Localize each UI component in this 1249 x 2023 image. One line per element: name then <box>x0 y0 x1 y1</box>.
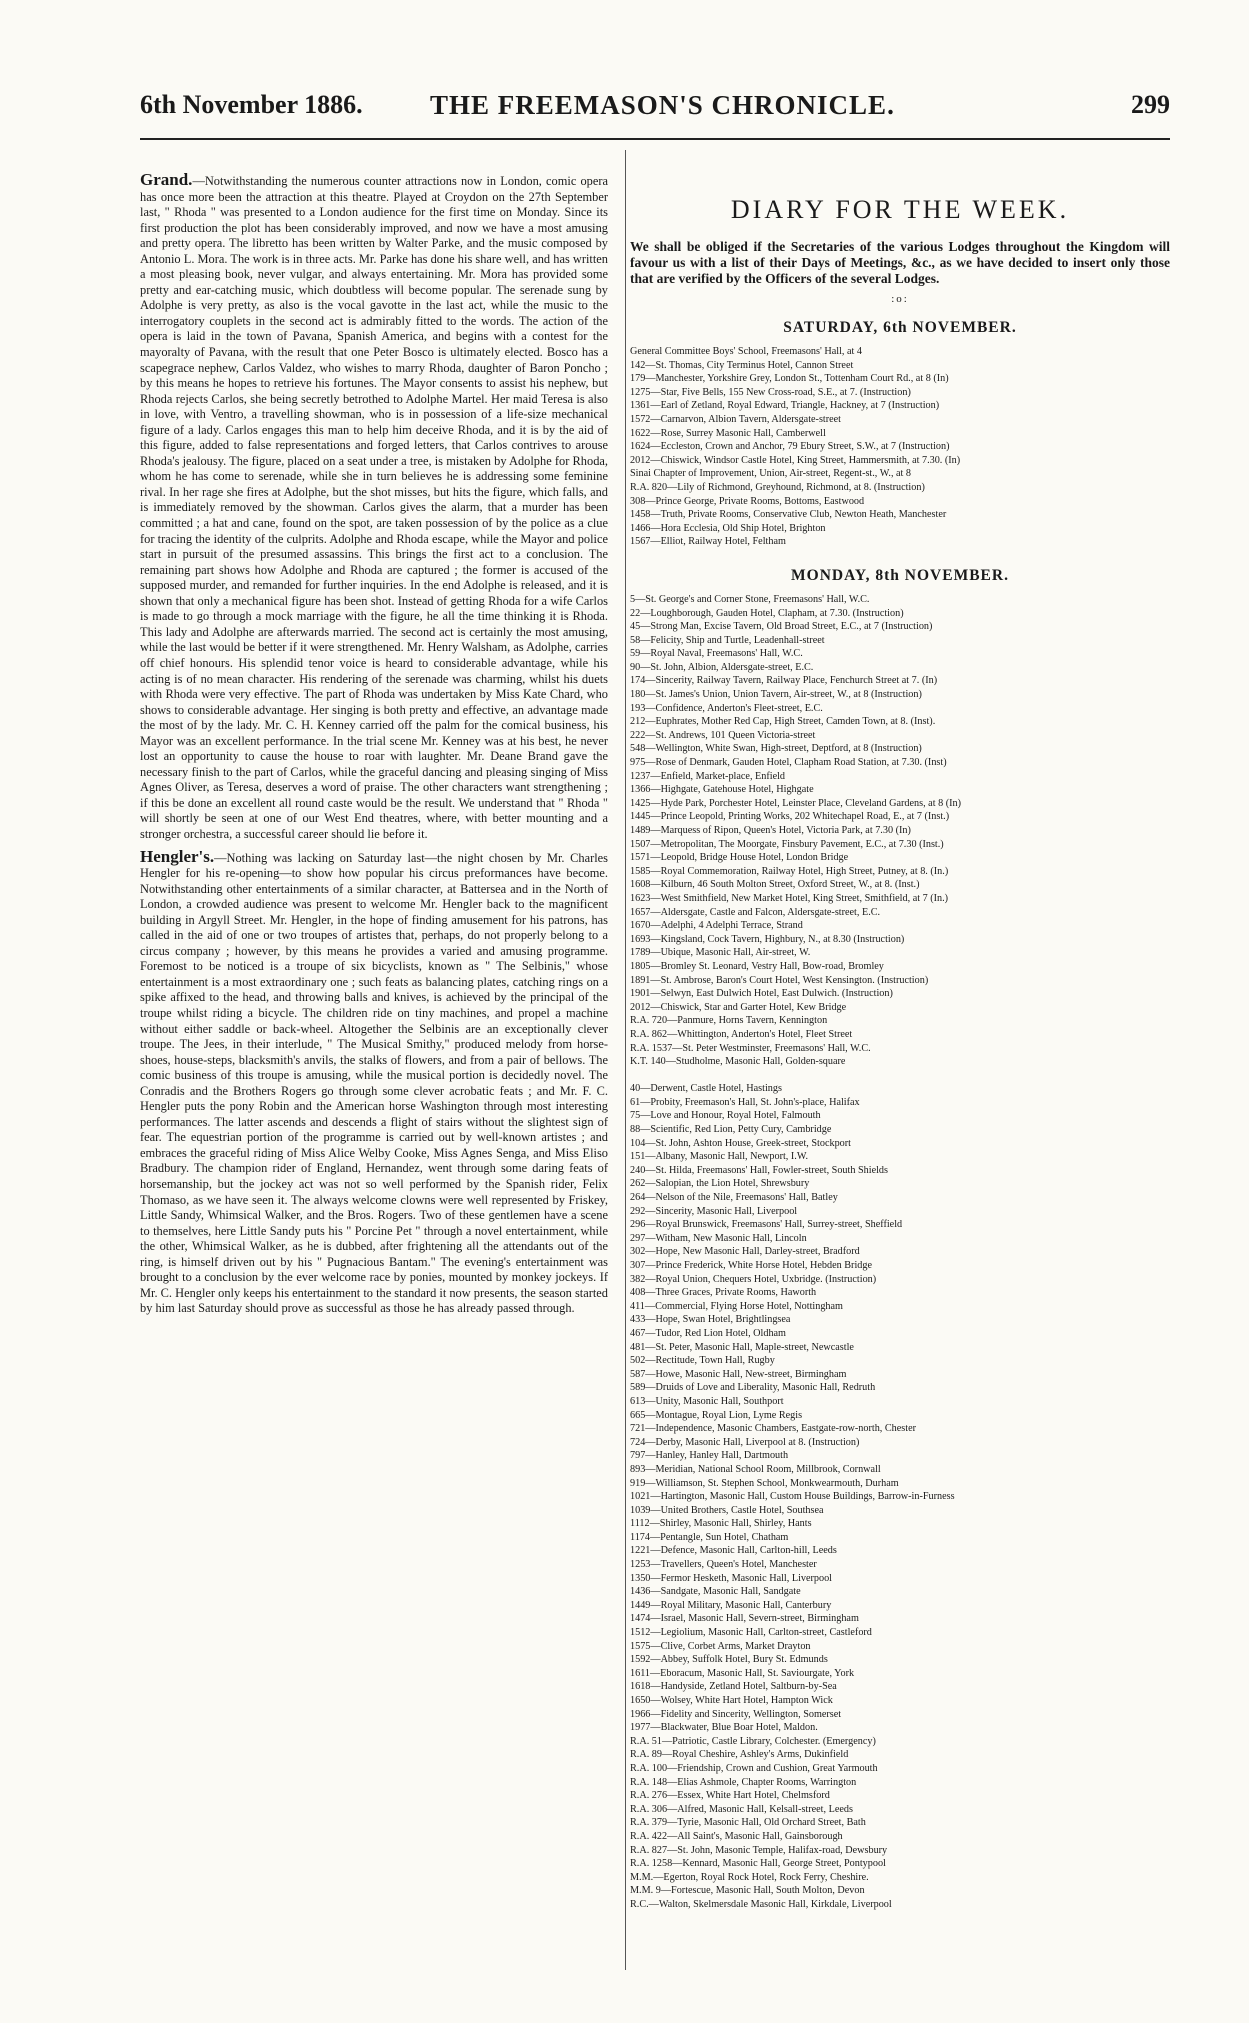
lodge-entry: 308—Prince George, Private Rooms, Bottoms, Eastwood <box>630 495 865 507</box>
lodge-entry: Sinai Chapter of Improvement, Union, Air-street, Regent-st., W., at 8 <box>630 468 912 480</box>
lodge-entry: 75—Love and Honour, Royal Hotel, Falmouth <box>630 1110 821 1122</box>
lodge-entry: 1474—Israel, Masonic Hall, Severn-street, Birmingham <box>630 1613 859 1625</box>
lodge-entry: 433—Hope, Swan Hotel, Brightlingsea <box>630 1314 791 1326</box>
saturday-heading: SATURDAY, 6th NOVEMBER. <box>783 319 1017 336</box>
lodge-entry: M.M. 9—Fortescue, Masonic Hall, South Molton, Devon <box>630 1885 865 1897</box>
lodge-entry: 1350—Fermor Hesketh, Masonic Hall, Liverpool <box>630 1572 833 1584</box>
lodge-entry: 411—Commercial, Flying Horse Hotel, Nottingham <box>630 1300 843 1312</box>
hengler-article <box>140 846 608 1317</box>
lodge-entry: 2012—Chiswick, Windsor Castle Hotel, King Street, Hammersmith, at 7.30. (In) <box>630 454 961 466</box>
publication-title: THE FREEMASON'S CHRONICLE. <box>430 90 895 120</box>
lodge-entry: 1361—Earl of Zetland, Royal Edward, Triangle, Hackney, at 7 (Instruction) <box>630 400 940 412</box>
lodge-entry: 45—Strong Man, Excise Tavern, Old Broad Street, E.C., at 7 (Instruction) <box>630 621 933 633</box>
lodge-entry: 104—St. John, Ashton House, Greek-street, Stockport <box>630 1137 851 1149</box>
lodge-entry: R.A. 51—Patriotic, Castle Library, Colchester. (Emergency) <box>630 1735 876 1747</box>
lodge-entry: 1789—Ubique, Masonic Hall, Air-street, W. <box>630 947 811 959</box>
lodge-entry: 893—Meridian, National School Room, Millbrook, Cornwall <box>630 1463 881 1475</box>
lodge-entry: R.A. 276—Essex, White Hart Hotel, Chelmsford <box>630 1790 830 1802</box>
lodge-entry: 1571—Leopold, Bridge House Hotel, London Bridge <box>630 852 849 864</box>
lodge-entry: 1657—Aldersgate, Castle and Falcon, Aldersgate-street, E.C. <box>630 906 881 918</box>
lodge-entry: 151—Albany, Masonic Hall, Newport, I.W. <box>630 1151 809 1163</box>
lodge-entry: 724—Derby, Masonic Hall, Liverpool at 8. (Instruction) <box>630 1436 860 1448</box>
lodge-entry: 1650—Wolsey, White Hart Hotel, Hampton Wick <box>630 1695 833 1706</box>
grand-body: —Notwithstanding the numerous counter attractions now in London, comic opera has once more been the attraction at this theatre. Played at Croydon on the 27th September last, " Rhoda " was presented to a London audience for the first time on Monday. Since its first production the plot has been considerably improved, and now we have a most amusing and pretty opera. The libretto has been written by Walter Parke, and the music composed by Antonio L. Mora. The work is in three acts. Mr. Parke has done his share well, and has written a most pleasing book, never vulgar, and always entertaining. Mr. Mora has provided some pretty and ear-catching music, which doubtless will become popular. The serenade sung by Adolphe is very pretty, as also is the vocal gavotte in the last act, while the music to the interrogatory couplets in the second act is admirably fitted to the words. The action of the opera is laid in the town of Pavana, Spanish America, and begins with a contest for the mayoralty of Pavana, with the result that one Peter Bosco is ultimately elected. Bosco has a scapegrace nephew, Carlos Valdez, who wishes to marry Rhoda, daughter of Baron Poncho ; by this means he hopes to retrieve his fortunes. The Mayor consents to assist his nephew, but Rhoda rejects Carlos, she being secretly betrothed to Adolphe Martel. Her maid Teresa is also in love, with Ventro, a travelling showman, who is in possession of a life-size mechanical figure of a lady. Carlos engages this man to help him deceive Rhoda, and it is by the aid of this figure, added to false representations and forged letters, that Carlos contrives to arouse Rhoda's jealousy. The figure, placed on a seat under a tree, is mistaken by Adolphe for Rhoda, whom he has come to serenade, while she in turn believes he is addressing some feminine rival. In her rage she fires at Adolphe, but the shot misses, but hits the figure, which falls, and is immediately removed by the showman. Carlos gives the alarm, that a murder has been committed ; a hat and cane, found on the spot, are taken possession of by the police as a clue for tracing the identity of the culprits. Adolphe and Rhoda escape, while the Mayor and police start in pursuit of the presumed assassins. This brings the first act to a conclusion. The remaining part shows how Adolphe and Rhoda are captured ; the former is accused of the supposed murder, and remanded for further inquiries. In the end Adolphe is released, and it is shown that only a mechanical figure has been shot. Instead of getting Rhoda for a wife Carlos is made to go through a mock marriage with the figure, he all the time thinking it is Rhoda. This lady and Adolphe are afterwards married. The second act is certainly the most amusing, while the last would be better if it were strengthened. Mr. Henry Walsham, as Adolphe, carries off chief honours. His splendid tenor voice is heard to considerable advantage, while his acting is of no mean character. His rendering of the serenade was charming, whilst his duets with Rhoda were very effective. The part of Rhoda was undertaken by Miss Kate Chard, who shows to considerable advantage. Her singing is both pretty and effective, an advantage made the most of by the lady. Mr. C. H. Kenney carried off the palm for the comical business, his Mayor was an excellent performance. In the trial scene Mr. Kenney was at his best, he never lost an opportunity to cause the house to roar with laughter. Mr. Deane Brand gave the necessary finish to the part of Carlos, while the graceful dancing and pleasing singing of Miss Agnes Oliver, as Teresa, deserves a word of praise. The other characters want strengthening ; if this be done an excellent all round caste would be the result. We understand that " Rhoda " will shortly be seen at one of our West End theatres, where, with better mounting and a stronger orchestra, a successful career should lie before it. <box>140 174 608 841</box>
lodge-entry: 975—Rose of Denmark, Gauden Hotel, Clapham Road Station, at 7.30. (Inst) <box>630 757 947 769</box>
lodge-entry: 1611—Eboracum, Masonic Hall, St. Saviourgate, York <box>630 1667 855 1679</box>
lodge-entry: 240—St. Hilda, Freemasons' Hall, Fowler-street, South Shields <box>630 1164 888 1176</box>
lodge-entry: 1174—Pentangle, Sun Hotel, Chatham <box>630 1531 789 1543</box>
column-divider <box>625 150 626 1970</box>
lodge-entry: 1575—Clive, Corbet Arms, Market Drayton <box>630 1640 811 1652</box>
diary-title: DIARY FOR THE WEEK. <box>730 195 1070 224</box>
lodge-entry: 481—St. Peter, Masonic Hall, Maple-street, Newcastle <box>630 1341 854 1353</box>
lodge-entry <box>630 1069 1170 1083</box>
lodge-entry: 193—Confidence, Anderton's Fleet-street, E.C. <box>630 702 823 714</box>
lodge-entry: 1221—Defence, Masonic Hall, Carlton-hill, Leeds <box>630 1545 837 1557</box>
lodge-entry: 1512—Legiolium, Masonic Hall, Carlton-street, Castleford <box>630 1627 872 1639</box>
diary-intro: We shall be obliged if the Secretaries of the various Lodges throughout the Kingdom will favour us with a list of their Days of Meetings, &c., as we have decided to insert only those that are verified by the Officers of the several Lodges. <box>630 239 1170 286</box>
lodge-entry: 1592—Abbey, Suffolk Hotel, Bury St. Edmunds <box>630 1654 828 1666</box>
lodge-entry: 1112—Shirley, Masonic Hall, Shirley, Hants <box>630 1518 812 1530</box>
lodge-entry: 502—Rectitude, Town Hall, Rugby <box>630 1355 775 1367</box>
right-column <box>630 195 1170 1912</box>
lodge-entry: 1445—Prince Leopold, Printing Works, 202 Whitechapel Road, E., at 7 (Inst.) <box>630 811 950 823</box>
lodge-entry: 1489—Marquess of Ripon, Queen's Hotel, Victoria Park, at 7.30 (In) <box>630 825 911 836</box>
lodge-entry: R.A. 862—Whittington, Anderton's Hotel, Fleet Street <box>630 1028 853 1040</box>
lodge-entry: 1618—Handyside, Zetland Hotel, Saltburn-by-Sea <box>630 1681 837 1693</box>
lodge-entry: 1436—Sandgate, Masonic Hall, Sandgate <box>630 1586 801 1598</box>
page-number: 299 <box>1131 90 1170 119</box>
lodge-entry: 58—Felicity, Ship and Turtle, Leadenhall-street <box>630 634 825 646</box>
lodge-entry: General Committee Boys' School, Freemasons' Hall, at 4 <box>630 346 862 357</box>
lodge-entry: R.A. 820—Lily of Richmond, Greyhound, Richmond, at 8. (Instruction) <box>630 481 925 493</box>
lodge-entry: R.A. 89—Royal Cheshire, Ashley's Arms, Dukinfield <box>630 1749 849 1761</box>
lodge-entry: 1275—Star, Five Bells, 155 New Cross-road, S.E., at 7. (Instruction) <box>630 386 911 398</box>
lodge-entry: 587—Howe, Masonic Hall, New-street, Birmingham <box>630 1368 847 1380</box>
lodge-entry: 212—Euphrates, Mother Red Cap, High Street, Camden Town, at 8. (Inst). <box>630 716 936 728</box>
lodge-entry: R.A. 422—All Saint's, Masonic Hall, Gainsborough <box>630 1830 843 1842</box>
lodge-entry: 1622—Rose, Surrey Masonic Hall, Camberwell <box>630 427 826 439</box>
lodge-entry: 1572—Carnarvon, Albion Tavern, Aldersgate-street <box>630 413 842 425</box>
lodge-entry: R.A. 379—Tyrie, Masonic Hall, Old Orchard Street, Bath <box>630 1817 866 1829</box>
lodge-entry: 1039—United Brothers, Castle Hotel, Southsea <box>630 1504 824 1516</box>
hengler-body: —Nothing was lacking on Saturday last—the night chosen by Mr. Charles Hengler for his re-opening—to show how popular his circus preformances have become. Notwithstanding other entertainments of a similar character, at Battersea and in the North of London, a crowded audience was present to welcome Mr. Hengler back to the magnificent building in Argyll Street. Mr. Hengler, in the hope of finding amusement for his patrons, has called in the aid of one or two troupes of artistes that, perhaps, do not properly belong to a circus company ; however, by this means he provides a varied and amusing programme. Foremost to be noticed is a troupe of six bicyclists, known as " The Selbinis," whose entertainment is a most extraordinary one ; such feats as balancing plates, catching rings on a spike affixed to the head, and throwing balls and knives, is achieved by the principal of the troupe whilst riding a bicycle. The children ride on tiny machines, and propel a machine without either saddle or back-wheel. Altogether the Selbinis are an exceptionally clever troupe. The Jees, in their interlude, " The Musical Smithy," produced melody from horse-shoes, house-steps, blacksmith's anvils, the stalks of flowers, and from a pair of bellows. The comic business of this troupe is amusing, while the musical portion is decidedly novel. The Conradis and the Brothers Rogers go through some clever acrobatic feats ; and Mr. F. C. Hengler puts the pony Robin and the American horse Washington through most interesting performances. The latter ascends and descends a flight of stairs without the slightest sign of fear. The equestrian portion of the programme is carried out by well-known artistes ; and embraces the graceful riding of Miss Alice Welby Cooke, Miss Agnes Senga, and Miss Eliso Bradbury. The champion rider of England, Hernandez, went through some daring feats of horsemanship, but the jockey act was not so well performed by the Spanish rider, Felix Thomaso, as we have seen it. The always welcome clowns were well represented by Friskey, Little Sandy, Whimsical Walker, and the Bros. Rogers. Two of these gentlemen have a scene to themselves, here Little Sandy puts his " Porcine Pet " through a novel entertainment, while the other, Whimsical Walker, as he is dubbed, after frightening all the attendants out of the ring, is himself driven out by his " Pugnacious Bantam." The evening's entertainment was brought to a conclusion by the ever welcome race by ponies, mounted by monkey jockeys. If Mr. C. Hengler only keeps his entertainment to the standard it now presents, the season started by him last Saturday should prove as successful as those he has already passed through. <box>140 850 608 1316</box>
lodge-entry: R.A. 306—Alfred, Masonic Hall, Kelsall-street, Leeds <box>630 1803 853 1815</box>
lodge-entry: 382—Royal Union, Chequers Hotel, Uxbridge. (Instruction) <box>630 1273 877 1285</box>
lodge-entry: 180—St. James's Union, Union Tavern, Air-street, W., at 8 (Instruction) <box>630 689 922 701</box>
lodge-entry: 721—Independence, Masonic Chambers, Eastgate-row-north, Chester <box>630 1423 917 1435</box>
lodge-entry: 59—Royal Naval, Freemasons' Hall, W.C. <box>630 648 803 660</box>
lodge-entry: R.A. 720—Panmure, Horns Tavern, Kennington <box>630 1015 828 1027</box>
lodge-entry: 665—Montague, Royal Lion, Lyme Regis <box>630 1409 803 1421</box>
lodge-entry: 61—Probity, Freemason's Hall, St. John's-place, Halifax <box>630 1096 860 1108</box>
lodge-entry: R.A. 827—St. John, Masonic Temple, Halifax-road, Dewsbury <box>630 1844 888 1856</box>
lodge-entry: R.A. 100—Friendship, Crown and Cushion, Great Yarmouth <box>630 1762 878 1774</box>
lodge-entry: R.A. 1258—Kennard, Masonic Hall, George Street, Pontypool <box>630 1858 886 1870</box>
lodge-entry: 589—Druids of Love and Liberality, Masonic Hall, Redruth <box>630 1382 876 1394</box>
lodge-entry: K.T. 140—Studholme, Masonic Hall, Golden-square <box>630 1056 846 1068</box>
lodge-entry: 222—St. Andrews, 101 Queen Victoria-street <box>630 729 816 741</box>
hengler-heading: Hengler's. <box>140 846 215 866</box>
monday-heading: MONDAY, 8th NOVEMBER. <box>791 566 1009 584</box>
lodge-entry: 1253—Travellers, Queen's Hotel, Manchester <box>630 1559 817 1571</box>
lodge-entry: 1966—Fidelity and Sincerity, Wellington, Somerset <box>630 1708 842 1720</box>
lodge-entry: 179—Manchester, Yorkshire Grey, London St., Tottenham Court Rd., at 8 (In) <box>630 373 949 385</box>
lodge-entry: 1670—Adelphi, 4 Adelphi Terrace, Strand <box>630 920 803 932</box>
lodge-entry: 548—Wellington, White Swan, High-street, Deptford, at 8 (Instruction) <box>630 743 922 755</box>
header-rule <box>140 138 1170 140</box>
lodge-entry: 297—Witham, New Masonic Hall, Lincoln <box>630 1232 807 1244</box>
lodge-entry: 1805—Bromley St. Leonard, Vestry Hall, Bow-road, Bromley <box>630 960 884 972</box>
lodge-entry: 142—St. Thomas, City Terminus Hotel, Cannon Street <box>630 359 854 371</box>
lodge-entry: 1237—Enfield, Market-place, Enfield <box>630 770 786 782</box>
grand-article <box>140 172 608 843</box>
lodge-entry: 1624—Eccleston, Crown and Anchor, 79 Ebury Street, S.W., at 7 (Instruction) <box>630 441 950 453</box>
separator: :o: <box>891 293 909 305</box>
lodge-entry: 264—Nelson of the Nile, Freemasons' Hall, Batley <box>630 1192 838 1204</box>
lodge-entry: 797—Hanley, Hanley Hall, Dartmouth <box>630 1450 789 1462</box>
lodge-entry: 292—Sincerity, Masonic Hall, Liverpool <box>630 1205 798 1217</box>
saturday-lodge-list <box>630 345 1170 549</box>
lodge-entry: 40—Derwent, Castle Hotel, Hastings <box>630 1083 782 1095</box>
lodge-entry: 262—Salopian, the Lion Hotel, Shrewsbury <box>630 1178 810 1190</box>
lodge-entry: 1425—Hyde Park, Porchester Hotel, Leinster Place, Cleveland Gardens, at 8 (In) <box>630 797 961 809</box>
lodge-entry: 1623—West Smithfield, New Market Hotel, King Street, Smithfield, at 7 (In.) <box>630 892 949 904</box>
lodge-entry: 1366—Highgate, Gatehouse Hotel, Highgate <box>630 784 814 796</box>
lodge-entry: 307—Prince Frederick, White Horse Hotel, Hebden Bridge <box>630 1260 872 1271</box>
monday-lodge-list <box>630 593 1170 1912</box>
lodge-entry: 5—St. George's and Corner Stone, Freemasons' Hall, W.C. <box>630 593 870 605</box>
lodge-entry: 88—Scientific, Red Lion, Petty Cury, Cambridge <box>630 1124 832 1136</box>
lodge-entry: 1021—Hartington, Masonic Hall, Custom House Buildings, Barrow-in-Furness <box>630 1491 955 1503</box>
lodge-entry: 1608—Kilburn, 46 South Molton Street, Oxford Street, W., at 8. (Inst.) <box>630 879 920 891</box>
issue-date: 6th November 1886. <box>140 90 363 119</box>
lodge-entry: 1507—Metropolitan, The Moorgate, Finsbury Pavement, E.C., at 7.30 (Inst.) <box>630 838 944 850</box>
lodge-entry: 2012—Chiswick, Star and Garter Hotel, Kew Bridge <box>630 1001 847 1013</box>
lodge-entry: 90—St. John, Albion, Aldersgate-street, E.C. <box>630 661 814 673</box>
lodge-entry: 1891—St. Ambrose, Baron's Court Hotel, West Kensington. (Instruction) <box>630 974 929 986</box>
lodge-entry: 1567—Elliot, Railway Hotel, Feltham <box>630 536 786 548</box>
lodge-entry: 1901—Selwyn, East Dulwich Hotel, East Dulwich. (Instruction) <box>630 988 893 1000</box>
lodge-entry: 467—Tudor, Red Lion Hotel, Oldham <box>630 1327 786 1339</box>
lodge-entry: R.A. 148—Elias Ashmole, Chapter Rooms, Warrington <box>630 1776 857 1788</box>
lodge-entry: 919—Williamson, St. Stephen School, Monkwearmouth, Durham <box>630 1477 899 1489</box>
lodge-entry: 1458—Truth, Private Rooms, Conservative Club, Newton Heath, Manchester <box>630 509 947 521</box>
lodge-entry: 22—Loughborough, Gauden Hotel, Clapham, at 7.30. (Instruction) <box>630 607 904 619</box>
lodge-entry: 296—Royal Brunswick, Freemasons' Hall, Surrey-street, Sheffield <box>630 1219 903 1231</box>
lodge-entry: 1449—Royal Military, Masonic Hall, Canterbury <box>630 1599 832 1611</box>
lodge-entry: 613—Unity, Masonic Hall, Southport <box>630 1395 784 1407</box>
lodge-entry: M.M.—Egerton, Royal Rock Hotel, Rock Ferry, Cheshire. <box>630 1871 869 1883</box>
lodge-entry: 1977—Blackwater, Blue Boar Hotel, Maldon. <box>630 1722 818 1734</box>
lodge-entry: 1585—Royal Commemoration, Railway Hotel, High Street, Putney, at 8. (In.) <box>630 865 949 877</box>
lodge-entry: 1693—Kingsland, Cock Tavern, Highbury, N., at 8.30 (Instruction) <box>630 933 905 945</box>
left-column <box>140 172 608 1323</box>
lodge-entry: 1466—Hora Ecclesia, Old Ship Hotel, Brighton <box>630 522 826 534</box>
lodge-entry: R.A. 1537—St. Peter Westminster, Freemasons' Hall, W.C. <box>630 1042 871 1054</box>
lodge-entry: 302—Hope, New Masonic Hall, Darley-street, Bradford <box>630 1246 860 1258</box>
lodge-entry: R.C.—Walton, Skelmersdale Masonic Hall, Kirkdale, Liverpool <box>630 1898 892 1910</box>
page-header <box>140 90 1170 130</box>
lodge-entry: 174—Sincerity, Railway Tavern, Railway Place, Fenchurch Street at 7. (In) <box>630 675 938 687</box>
grand-heading: Grand. <box>140 170 193 189</box>
lodge-entry: 408—Three Graces, Private Rooms, Haworth <box>630 1287 817 1299</box>
